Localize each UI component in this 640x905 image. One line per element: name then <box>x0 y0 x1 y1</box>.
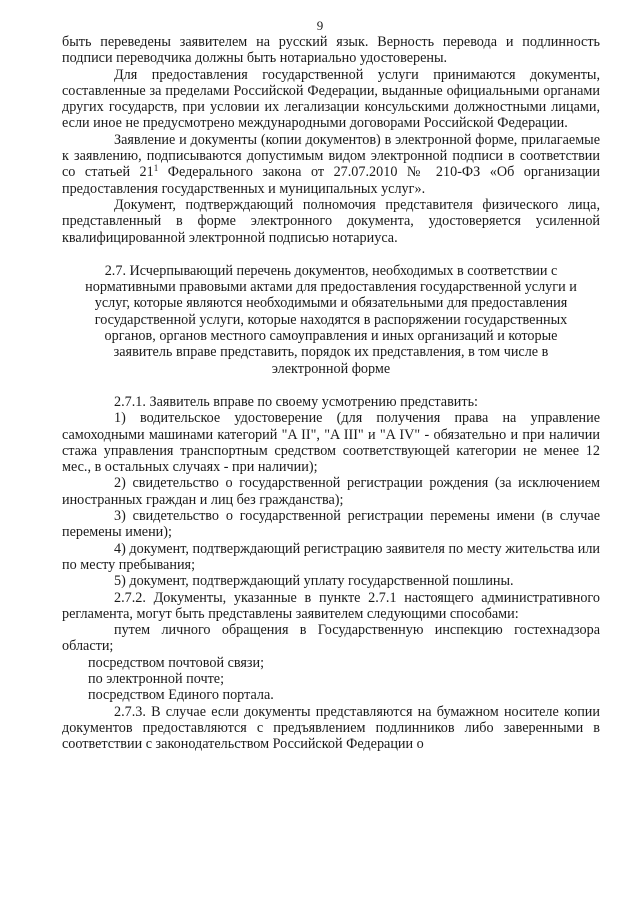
electronic-text-before: Заявление и документы (копии документов) в электронной форме, прилагаемые к заявлению, подписываются допустимым видом электронной подписи в соответствии со статьей 21 <box>62 131 600 181</box>
paragraph-electronic-signature <box>62 132 600 197</box>
way-email: по электронной почте; <box>88 670 225 687</box>
section-2-7-3: 2.7.3. В случае если документы представляются на бумажном носителе копии документов предоставляются с предъявлением подлинников либо заверенными в соответствии с законодательством Российской Федерации о <box>62 703 600 753</box>
list-item-registration: 4) документ, подтверждающий регистрацию заявителя по месту жительства или по месту пребывания; <box>62 540 600 573</box>
way-portal: посредством Единого портала. <box>88 687 274 704</box>
section-2-7-1-intro: 2.7.1. Заявитель вправе по своему усмотрению представить: <box>114 393 478 410</box>
electronic-text-after: Федерального закона от 27.07.2010 № 210-ФЗ «Об организации предоставления государственных и муниципальных услуг». <box>62 164 600 197</box>
section-2-7-2-intro: 2.7.2. Документы, указанные в пункте 2.7.1 настоящего административного регламента, могут быть представлены заявителем следующими способами: <box>62 589 600 622</box>
section-heading-2-7: 2.7. Исчерпывающий перечень документов, необходимых в соответствии с нормативными правовыми актами для предоставления государственной услуги и услуг, которые являются необходимыми и обязательными для предоставления государственной услуги, которые находятся в распоряжении государственных органов, органов местного самоуправления и иных организаций и которые заявитель вправе представить, порядок их представления, в том числе в электронной форме <box>85 262 577 377</box>
way-personal-visit: путем личного обращения в Государственную инспекцию гостехнадзора области; <box>62 622 600 655</box>
article-superscript: 1 <box>153 163 159 174</box>
list-item-state-fee: 5) документ, подтверждающий уплату государственной пошлины. <box>114 573 514 590</box>
list-item-birth-certificate: 2) свидетельство о государственной регистрации рождения (за исключением иностранных граждан и лиц без гражданства); <box>62 475 600 508</box>
paragraph-foreign-documents: Для предоставления государственной услуги принимаются документы, составленные за пределами Российской Федерации, выданные официальными органами других государств, при условии их легализации консульскими должностными лицами, если иное не предусмотрено международными договорами Российской Федерации. <box>62 66 600 132</box>
paragraph-notary: Документ, подтверждающий полномочия представителя физического лица, представленный в форме электронного документа, удостоверяется усиленной квалифицированной электронной подписью нотариуса. <box>62 196 600 246</box>
list-item-name-change: 3) свидетельство о государственной регистрации перемены имени (в случае перемены имени); <box>62 508 600 541</box>
paragraph-translation: быть переведены заявителем на русский язык. Верность перевода и подлинность подписи переводчика должны быть нотариально удостоверены. <box>62 34 600 67</box>
way-postal: посредством почтовой связи; <box>88 654 265 671</box>
list-item-driver-license: 1) водительское удостоверение (для получения права на управление самоходными машинами категорий "A II", "A III" и "A IV" - обязательно и при наличии стажа управления транспортным средством соответствующей категории не менее 12 мес., в остальных случаях - при наличии); <box>62 410 600 476</box>
page-number: 9 <box>316 18 324 33</box>
